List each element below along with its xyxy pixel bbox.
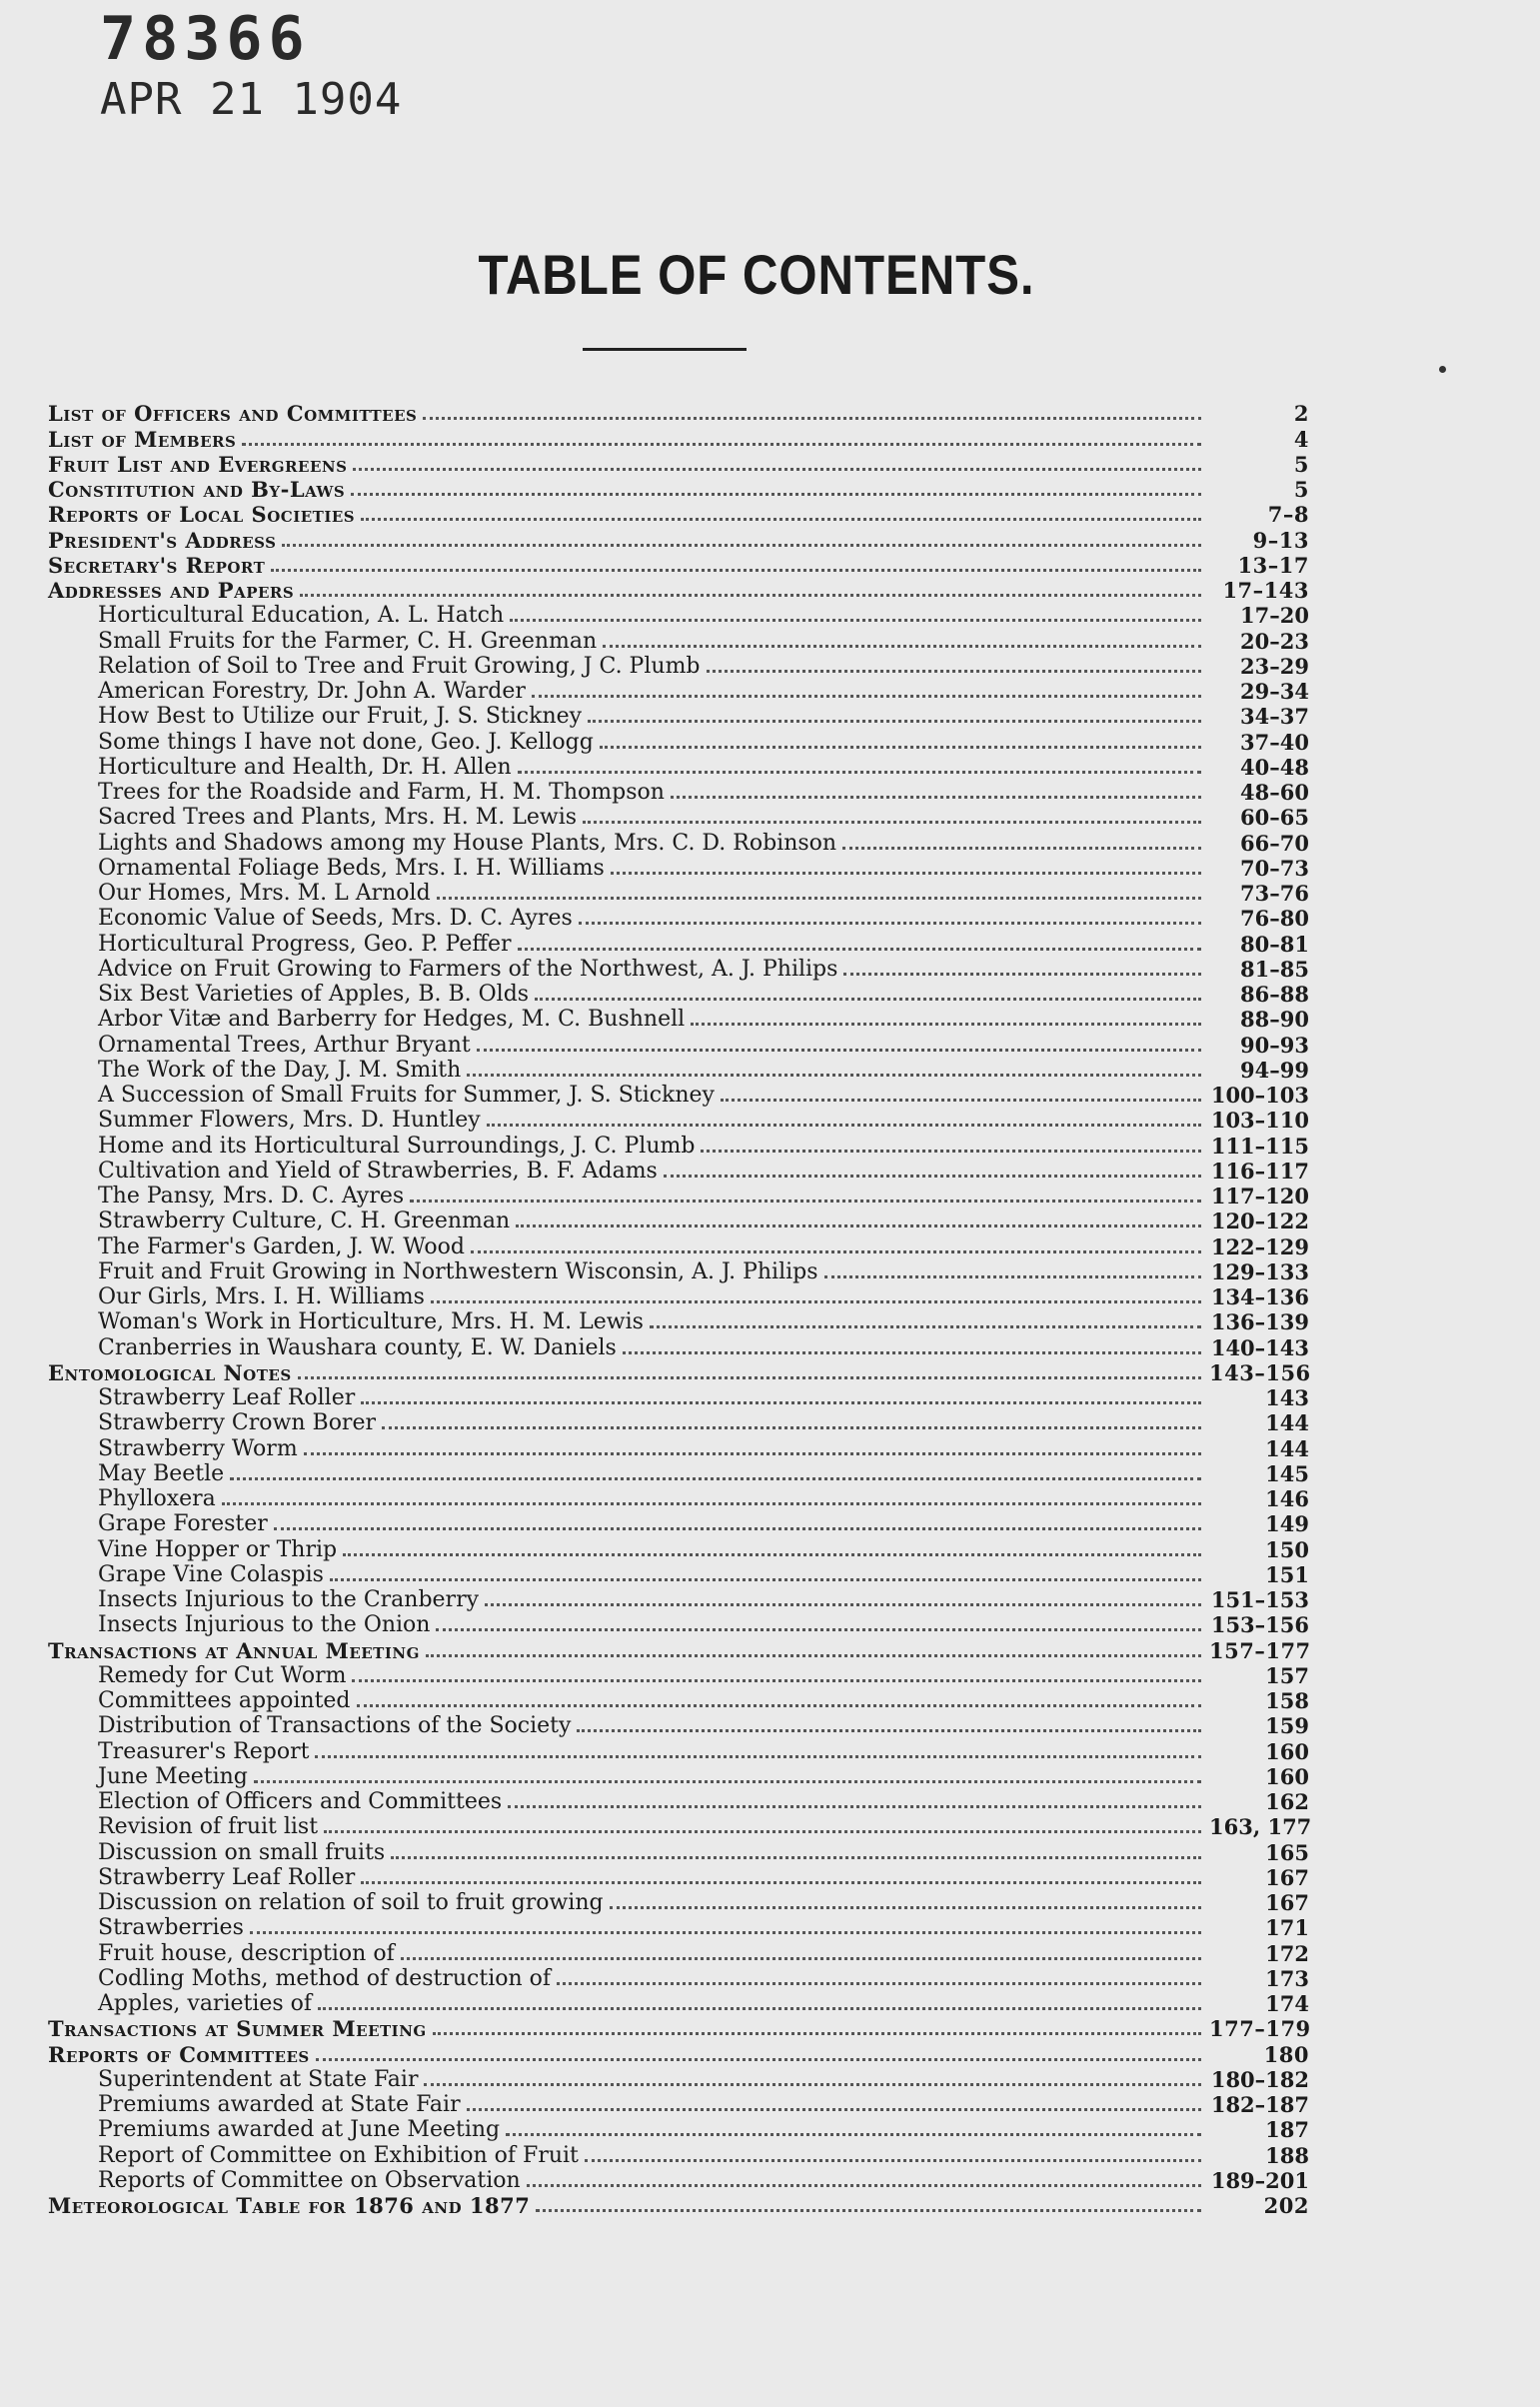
entry-title: Insects Injurious to the Cranberry	[98, 1587, 480, 1612]
dot-leader	[271, 563, 1201, 572]
page-number: 202	[1263, 2193, 1309, 2218]
toc-entry	[48, 906, 1309, 931]
page-number: 111–115	[1210, 1133, 1309, 1159]
page-number: 158	[1265, 1688, 1309, 1713]
toc-entry	[48, 1511, 1309, 1536]
dot-leader	[391, 1850, 1201, 1859]
dot-leader	[343, 1547, 1201, 1556]
page-number: 9–13	[1252, 527, 1309, 553]
entry-title: Premiums awarded at State Fair	[98, 2092, 461, 2117]
entry-title: Secretary's Report	[48, 552, 266, 578]
entry-title: The Pansy, Mrs. D. C. Ayres	[98, 1184, 405, 1208]
dot-leader	[250, 1925, 1201, 1934]
toc-entry	[48, 1940, 1309, 1965]
toc-entry	[48, 1814, 1312, 1840]
toc-entry	[48, 755, 1309, 780]
dot-leader	[721, 1093, 1201, 1102]
page-number: 150	[1265, 1536, 1309, 1562]
page-number: 5	[1293, 451, 1309, 477]
toc-entry	[48, 1184, 1309, 1208]
page-number: 177–179	[1209, 2016, 1311, 2042]
toc-section	[48, 527, 1309, 552]
toc-section	[48, 578, 1309, 603]
page-number: 189–201	[1210, 2167, 1309, 2193]
toc-entry	[48, 1083, 1309, 1108]
entry-title: Reports of Local Societies	[48, 502, 356, 528]
entry-title: Relation of Soil to Tree and Fruit Growing, J C. Plumb	[98, 653, 701, 679]
page-number: 136–139	[1210, 1309, 1309, 1335]
page-number: 159	[1265, 1713, 1309, 1739]
dot-leader	[611, 866, 1201, 875]
dot-leader	[516, 1218, 1201, 1227]
entry-title: Election of Officers and Committees	[98, 1789, 503, 1814]
entry-title: Superintendent at State Fair	[98, 2066, 419, 2092]
entry-title: The Farmer's Garden, J. W. Wood	[98, 1233, 465, 1259]
page-number: 88–90	[1240, 1007, 1309, 1033]
dot-leader	[423, 411, 1201, 420]
entry-title: Grape Vine Colaspis	[98, 1561, 324, 1587]
toc-entry	[48, 1208, 1309, 1233]
dot-leader	[318, 2001, 1201, 2010]
entry-title: Committees appointed	[98, 1688, 351, 1713]
dot-leader	[467, 2102, 1201, 2111]
page-number: 100–103	[1210, 1083, 1309, 1108]
toc-entry	[48, 856, 1309, 881]
dot-leader	[282, 538, 1201, 547]
toc-entry	[48, 881, 1309, 906]
dot-leader	[623, 1345, 1201, 1354]
page-number: 187	[1265, 2117, 1309, 2143]
page-number: 188	[1265, 2142, 1309, 2168]
entry-title: How Best to Utilize our Fruit, J. S. Stickney	[98, 704, 583, 730]
page-number: 103–110	[1210, 1108, 1309, 1134]
entry-title: Revision of fruit list	[98, 1814, 319, 1840]
dot-leader	[315, 1749, 1201, 1758]
toc-entry	[48, 2067, 1309, 2092]
title-rule	[583, 348, 747, 351]
toc-entry	[48, 805, 1309, 830]
page-number: 2	[1293, 401, 1309, 427]
dot-leader	[436, 1622, 1201, 1631]
page-number: 94–99	[1240, 1057, 1309, 1083]
dot-leader	[527, 2178, 1201, 2187]
toc-entry	[48, 1334, 1309, 1359]
toc-entry	[48, 1461, 1309, 1486]
entry-title: List of Officers and Committees	[48, 401, 418, 427]
dot-leader	[487, 1118, 1201, 1127]
dot-leader	[401, 1951, 1201, 1960]
entry-title: Discussion on small fruits	[98, 1839, 386, 1865]
page-number: 146	[1265, 1486, 1309, 1511]
dot-leader	[357, 1698, 1201, 1707]
dot-leader	[330, 1572, 1201, 1581]
page-number: 160	[1265, 1738, 1309, 1764]
toc-entry	[48, 1486, 1309, 1511]
toc-entry	[48, 654, 1309, 679]
dot-leader	[842, 841, 1201, 850]
page-number: 20–23	[1240, 628, 1309, 654]
entry-title: May Beetle	[98, 1460, 225, 1486]
entry-title: Cultivation and Yield of Strawberries, B. F. Adams	[98, 1158, 658, 1184]
dot-leader	[352, 1673, 1201, 1682]
page-number: 157	[1265, 1662, 1309, 1688]
dot-leader	[433, 2026, 1201, 2035]
page-number: 80–81	[1240, 931, 1309, 957]
dot-leader	[485, 1597, 1201, 1606]
dot-leader	[535, 992, 1201, 1001]
dot-leader	[230, 1471, 1201, 1480]
page-number: 60–65	[1240, 805, 1309, 831]
toc-entry	[48, 1764, 1309, 1789]
toc-entry	[48, 1133, 1309, 1158]
toc-section	[48, 477, 1309, 502]
toc-entry	[48, 1108, 1309, 1133]
dot-leader	[650, 1319, 1201, 1328]
toc-entry	[48, 2117, 1309, 2142]
entry-title: American Forestry, Dr. John A. Warder	[98, 679, 526, 704]
page-number: 172	[1265, 1940, 1309, 1966]
toc-entry	[48, 679, 1309, 704]
page-number: 122–129	[1210, 1233, 1309, 1259]
page-number: 48–60	[1240, 780, 1309, 805]
entry-title: Some things I have not done, Geo. J. Kellogg	[98, 729, 594, 755]
toc-entry	[48, 729, 1309, 754]
dot-leader	[467, 1068, 1201, 1077]
dot-leader	[585, 2153, 1201, 2162]
toc-section	[48, 426, 1309, 451]
toc-entry	[48, 1309, 1309, 1334]
dot-leader	[242, 437, 1201, 446]
dot-leader	[316, 2052, 1201, 2061]
toc-entry	[48, 628, 1309, 653]
toc-entry	[48, 1738, 1309, 1763]
dot-leader	[701, 1144, 1201, 1153]
page-number: 140–143	[1210, 1334, 1309, 1360]
page-number: 17–20	[1240, 603, 1309, 629]
entry-title: June Meeting	[98, 1763, 248, 1789]
entry-title: Apples, varieties of	[98, 1991, 313, 2016]
entry-title: Ornamental Trees, Arthur Bryant	[98, 1032, 471, 1058]
entry-title: President's Address	[48, 527, 277, 553]
dot-leader	[351, 487, 1201, 496]
entry-title: List of Members	[48, 426, 237, 452]
dot-leader	[532, 689, 1201, 698]
dot-leader	[600, 740, 1201, 749]
toc-entry	[48, 982, 1309, 1007]
entry-title: Phylloxera	[98, 1486, 216, 1511]
dot-leader	[471, 1244, 1201, 1253]
toc-entry	[48, 1688, 1309, 1713]
dot-leader	[510, 613, 1201, 622]
toc-entry	[48, 1612, 1309, 1637]
toc-entry	[48, 1789, 1309, 1814]
dot-leader	[843, 967, 1201, 976]
dot-leader	[477, 1043, 1201, 1052]
dot-leader	[382, 1420, 1201, 1429]
entry-title: Strawberry Worm	[98, 1435, 298, 1461]
page-number: 73–76	[1240, 881, 1309, 906]
toc-section	[48, 401, 1309, 426]
dot-leader	[431, 1294, 1201, 1303]
entry-title: Fruit and Fruit Growing in Northwestern Wisconsin, A. J. Philips	[98, 1258, 818, 1284]
dot-leader	[664, 1169, 1201, 1178]
page-number: 5	[1293, 477, 1309, 502]
dot-leader	[579, 916, 1201, 925]
dot-leader	[603, 639, 1201, 648]
toc-entry	[48, 2142, 1309, 2167]
page-number: 143–156	[1209, 1359, 1311, 1385]
page-number: 4	[1293, 426, 1309, 452]
dot-leader	[361, 512, 1201, 521]
page-number: 40–48	[1240, 754, 1309, 780]
toc-section	[48, 1360, 1309, 1385]
entry-title: Treasurer's Report	[98, 1738, 310, 1764]
entry-title: Our Girls, Mrs. I. H. Williams	[98, 1284, 425, 1309]
entry-title: Fruit house, description of	[98, 1940, 395, 1966]
entry-title: Discussion on relation of soil to fruit growing	[98, 1890, 604, 1915]
dot-leader	[300, 588, 1201, 597]
page-number: 162	[1265, 1789, 1309, 1814]
dot-leader	[824, 1269, 1201, 1278]
page-number: 149	[1265, 1511, 1309, 1537]
dot-leader	[557, 1976, 1201, 1985]
entry-title: Codling Moths, method of destruction of	[98, 1965, 552, 1991]
dot-leader	[671, 790, 1201, 799]
entry-title: Trees for the Roadside and Farm, H. M. Thompson	[98, 780, 665, 805]
dot-leader	[583, 815, 1201, 824]
page-number: 167	[1265, 1864, 1309, 1890]
page-number: 129–133	[1210, 1258, 1309, 1284]
entry-title: Distribution of Transactions of the Society	[98, 1713, 572, 1739]
toc-section	[48, 553, 1309, 578]
toc-entry	[48, 1233, 1309, 1258]
toc-entry	[48, 931, 1309, 956]
page-number: 173	[1265, 1965, 1309, 1991]
toc-entry	[48, 1966, 1309, 1991]
entry-title: Strawberry Crown Borer	[98, 1410, 376, 1436]
toc-entry	[48, 1915, 1309, 1940]
entry-title: Transactions at Annual Meeting	[48, 1637, 420, 1663]
entry-title: Horticulture and Health, Dr. H. Allen	[98, 754, 512, 780]
library-stamp	[100, 4, 402, 124]
entry-title: Horticultural Progress, Geo. P. Peffer	[98, 931, 512, 957]
toc-entry	[48, 1032, 1309, 1057]
dot-leader	[361, 1875, 1201, 1884]
entry-title: Home and its Horticultural Surroundings, J. C. Plumb	[98, 1133, 696, 1159]
page-number: 134–136	[1210, 1284, 1309, 1309]
page-number: 17–143	[1222, 578, 1309, 603]
page-number: 23–29	[1240, 653, 1309, 679]
entry-title: Lights and Shadows among my House Plants, Mrs. C. D. Robinson	[98, 830, 837, 856]
page-number: 117–120	[1210, 1184, 1309, 1208]
toc-entry	[48, 1663, 1309, 1688]
dot-leader	[324, 1824, 1201, 1833]
entry-title: Economic Value of Seeds, Mrs. D. C. Ayres	[98, 906, 573, 932]
entry-title: Remedy for Cut Worm	[98, 1662, 347, 1688]
toc-entry	[48, 1058, 1309, 1083]
page-number: 143	[1265, 1385, 1309, 1410]
page-number: 151	[1265, 1561, 1309, 1587]
entry-title: Fruit List and Evergreens	[48, 451, 348, 477]
dot-leader	[222, 1496, 1201, 1505]
dot-leader	[361, 1395, 1201, 1404]
entry-title: Strawberries	[98, 1915, 244, 1941]
entry-title: Reports of Committee on Observation	[98, 2167, 521, 2193]
toc-entry	[48, 1385, 1309, 1410]
toc-entry	[48, 1890, 1309, 1915]
toc-entry	[48, 1865, 1309, 1890]
page-number: 66–70	[1240, 830, 1309, 856]
dot-leader	[508, 1799, 1201, 1808]
dot-leader	[353, 462, 1201, 471]
dot-leader	[298, 1370, 1201, 1379]
page-number: 29–34	[1240, 679, 1309, 704]
accession-number: 78366	[100, 4, 311, 74]
dot-leader	[274, 1521, 1201, 1530]
toc-section	[48, 452, 1309, 477]
entry-title: Grape Forester	[98, 1511, 268, 1537]
contents-list	[48, 401, 1312, 2218]
toc-section	[48, 2016, 1309, 2041]
page-title: TABLE OF CONTENTS.	[478, 243, 1035, 306]
dot-leader	[707, 664, 1201, 673]
page-number: 182–187	[1210, 2092, 1309, 2117]
entry-title: Addresses and Papers	[48, 578, 295, 603]
toc-entry	[48, 603, 1309, 628]
dot-leader	[437, 891, 1201, 900]
entry-title: Premiums awarded at June Meeting	[98, 2117, 501, 2143]
toc-entry	[48, 2092, 1309, 2117]
dot-leader	[610, 1900, 1201, 1909]
toc-entry	[48, 1159, 1309, 1184]
entry-title: Strawberry Leaf Roller	[98, 1385, 356, 1410]
entry-title: The Work of the Day, J. M. Smith	[98, 1057, 462, 1083]
page-number: 174	[1265, 1991, 1309, 2016]
dot-leader	[577, 1723, 1201, 1732]
dot-leader	[691, 1017, 1201, 1026]
page-number: 37–40	[1240, 729, 1309, 755]
dot-leader	[518, 942, 1201, 951]
dot-leader	[424, 2077, 1201, 2086]
entry-title: Ornamental Foliage Beds, Mrs. I. H. Williams	[98, 855, 605, 881]
entry-title: Horticultural Education, A. L. Hatch	[98, 603, 505, 629]
dot-leader	[518, 765, 1201, 774]
entry-title: Strawberry Culture, C. H. Greenman	[98, 1208, 511, 1234]
page-number: 163, 177	[1209, 1814, 1312, 1840]
entry-title: Insects Injurious to the Onion	[98, 1612, 431, 1638]
entry-title: Vine Hopper or Thrip	[98, 1536, 338, 1562]
page-number: 160	[1265, 1763, 1309, 1789]
entry-title: Meteorological Table for 1876 and 1877	[48, 2193, 531, 2218]
dot-leader	[536, 2203, 1201, 2212]
entry-title: Transactions at Summer Meeting	[48, 2016, 427, 2042]
dot-leader	[304, 1446, 1201, 1455]
toc-entry	[48, 1991, 1309, 2016]
entry-title: Our Homes, Mrs. M. L Arnold	[98, 881, 431, 906]
page-number: 120–122	[1210, 1208, 1309, 1234]
dot-leader	[410, 1194, 1201, 1203]
page-number: 180–182	[1210, 2066, 1309, 2092]
page-number: 13–17	[1237, 552, 1309, 578]
page-number: 90–93	[1240, 1032, 1309, 1058]
entry-title: Summer Flowers, Mrs. D. Huntley	[98, 1108, 481, 1134]
toc-entry	[48, 1410, 1309, 1435]
toc-entry	[48, 1587, 1309, 1612]
page-number: 151–153	[1210, 1587, 1309, 1612]
toc-entry	[48, 1435, 1309, 1460]
page-number: 167	[1265, 1890, 1309, 1915]
entry-title: Strawberry Leaf Roller	[98, 1864, 356, 1890]
page-number: 116–117	[1210, 1158, 1309, 1184]
page-number: 144	[1265, 1410, 1309, 1436]
toc-section	[48, 502, 1309, 527]
stamp-date: APR 21 1904	[100, 74, 403, 125]
toc-entry	[48, 1284, 1309, 1309]
dot-leader	[506, 2127, 1201, 2136]
page-number: 7–8	[1267, 502, 1309, 528]
toc-entry	[48, 1839, 1309, 1864]
entry-title: Arbor Vitæ and Barberry for Hedges, M. C. Bushnell	[98, 1007, 686, 1033]
entry-title: Six Best Varieties of Apples, B. B. Olds	[98, 982, 530, 1007]
toc-entry	[48, 1007, 1309, 1032]
page-number: 145	[1265, 1460, 1309, 1486]
page-number: 153–156	[1210, 1612, 1309, 1638]
toc-entry	[48, 1259, 1309, 1284]
page-number: 86–88	[1240, 982, 1309, 1007]
toc-section	[48, 1637, 1309, 1662]
toc-section	[48, 2193, 1309, 2218]
toc-entry	[48, 1713, 1309, 1738]
entry-title: Reports of Committees	[48, 2041, 310, 2067]
toc-entry	[48, 780, 1309, 805]
toc-entry	[48, 957, 1309, 982]
entry-title: Report of Committee on Exhibition of Fruit	[98, 2142, 579, 2168]
toc-section	[48, 2041, 1309, 2066]
page-number: 157–177	[1209, 1637, 1311, 1663]
toc-entry	[48, 704, 1309, 729]
entry-title: Small Fruits for the Farmer, C. H. Greenman	[98, 628, 598, 654]
page-number: 70–73	[1240, 855, 1309, 881]
entry-title: Sacred Trees and Plants, Mrs. H. M. Lewis	[98, 805, 578, 831]
page-number: 34–37	[1240, 704, 1309, 730]
entry-title: Woman's Work in Horticulture, Mrs. H. M. Lewis	[98, 1309, 644, 1335]
dot-leader	[254, 1774, 1201, 1783]
toc-entry	[48, 1536, 1309, 1561]
entry-title: Cranberries in Waushara county, E. W. Daniels	[98, 1334, 617, 1360]
ink-speck	[1439, 366, 1446, 373]
entry-title: Entomological Notes	[48, 1359, 292, 1385]
page-number: 165	[1265, 1839, 1309, 1865]
page-number: 180	[1263, 2041, 1309, 2067]
page-number: 76–80	[1240, 906, 1309, 932]
entry-title: A Succession of Small Fruits for Summer, J. S. Stickney	[98, 1083, 715, 1108]
page-number: 81–85	[1240, 956, 1309, 982]
dot-leader	[588, 714, 1201, 723]
page-number: 171	[1265, 1915, 1309, 1941]
toc-entry	[48, 1562, 1309, 1587]
entry-title: Constitution and By-Laws	[48, 477, 346, 502]
toc-entry	[48, 2168, 1309, 2193]
dot-leader	[426, 1648, 1201, 1657]
entry-title: Advice on Fruit Growing to Farmers of the Northwest, A. J. Philips	[98, 956, 838, 982]
page-number: 144	[1265, 1435, 1309, 1461]
toc-entry	[48, 830, 1309, 855]
